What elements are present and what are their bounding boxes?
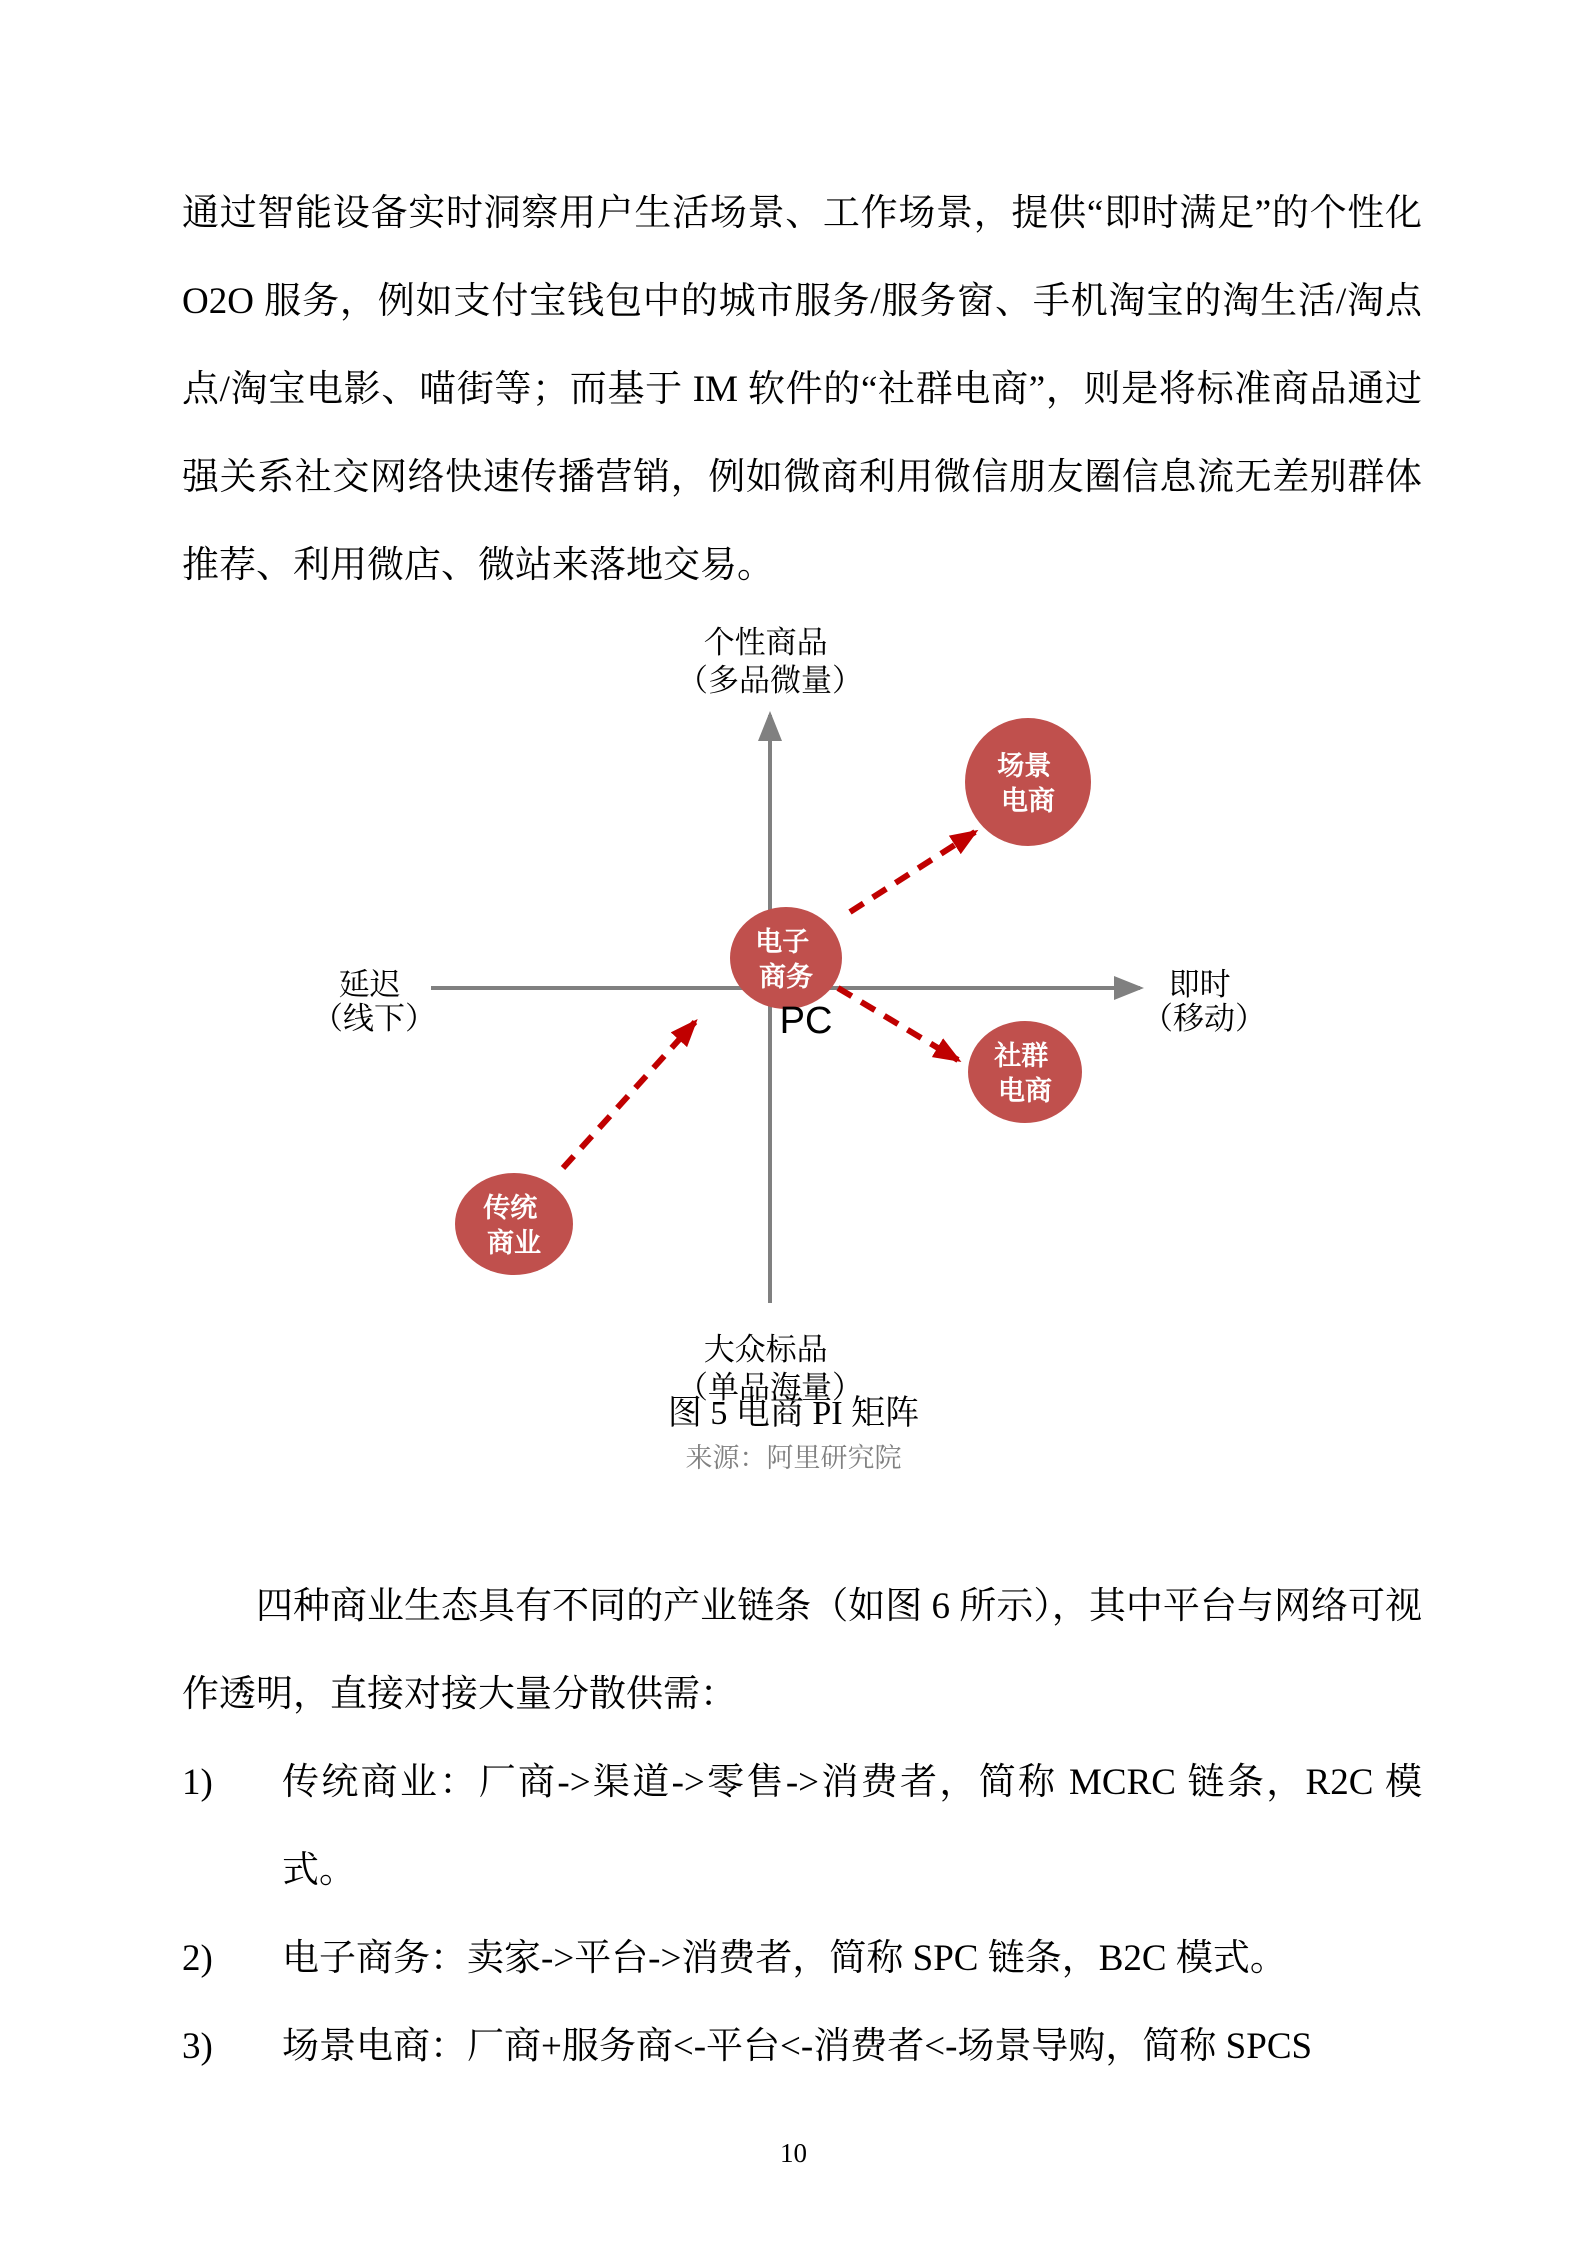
pi-matrix-diagram xyxy=(250,615,1300,1415)
node-scene-ecommerce xyxy=(965,718,1091,846)
node-community-label: 社群 电商 xyxy=(994,1041,1052,1106)
axis-label-bottom: 大众标品 （单品海量） xyxy=(677,1332,863,1405)
node-traditional-label: 传统 商业 xyxy=(483,1193,541,1258)
axis-label-top: 个性商品 （多品微量） xyxy=(677,625,863,698)
node-scene-circle xyxy=(965,718,1091,846)
list-item-text: 场景电商：厂商+服务商<-平台<-消费者<-场景导购，简称 SPCS xyxy=(282,2026,1313,2067)
figure-source: 来源：阿里研究院 xyxy=(685,1443,902,1473)
arrow-ecommerce-to-scene xyxy=(850,832,975,912)
axis-label-left: 延迟 （线下） xyxy=(312,967,436,1036)
node-scene-label: 场景 电商 xyxy=(997,751,1055,816)
page-number: 10 xyxy=(780,2138,807,2168)
list-item-marker: 1) xyxy=(182,1762,213,1803)
node-traditional-business xyxy=(455,1173,573,1275)
node-ecommerce-label: 电子 商务 xyxy=(755,927,813,992)
list-item-text: 传统商业：厂商->渠道->零售->消费者，简称 MCRC 链条，R2C 模式。 xyxy=(282,1762,1422,1891)
list-item-marker: 2) xyxy=(182,1938,213,1979)
list-item-marker: 3) xyxy=(182,2026,213,2067)
list-item xyxy=(182,1915,1422,2003)
list-item xyxy=(182,1739,1422,1915)
node-ecommerce xyxy=(730,907,842,1009)
list-item xyxy=(182,2003,1422,2091)
list-item-text: 电子商务：卖家->平台->消费者，简称 SPC 链条，B2C 模式。 xyxy=(282,1938,1287,1979)
pc-annotation: PC xyxy=(779,1000,833,1042)
figure-5-container xyxy=(250,615,1300,1415)
figure-caption: 图 5 电商 PI 矩阵 xyxy=(667,1395,920,1432)
paragraph-1 xyxy=(182,170,1422,610)
arrow-traditional-to-ecommerce xyxy=(563,1022,695,1168)
lower-text-block xyxy=(182,1563,1422,2091)
node-community-ecommerce xyxy=(968,1021,1082,1123)
axis-label-right: 即时 （移动） xyxy=(1142,967,1266,1036)
node-ecommerce-circle xyxy=(730,907,842,1009)
paragraph-1-text: 通过智能设备实时洞察用户生活场景、工作场景，提供“即时满足”的个性化 O2O 服务，例如支付宝钱包中的城市服务/服务窗、手机淘宝的淘生活/淘点点/淘宝电影、喵街等；而基于 IM 软件的“社群电商”，则是将标准商品通过强关系社交网络快速传播营销，例如微商利用微信朋友圈信息流无差别群体推荐、利用微店、微站来落地交易。 xyxy=(182,193,1422,586)
node-traditional-circle xyxy=(455,1173,573,1275)
arrow-ecommerce-to-community xyxy=(838,988,958,1060)
numbered-list xyxy=(182,1739,1422,2091)
node-community-circle xyxy=(968,1021,1082,1123)
paragraph-2-text: 四种商业生态具有不同的产业链条（如图 6 所示），其中平台与网络可视作透明，直接对接大量分散供需： xyxy=(182,1586,1422,1715)
